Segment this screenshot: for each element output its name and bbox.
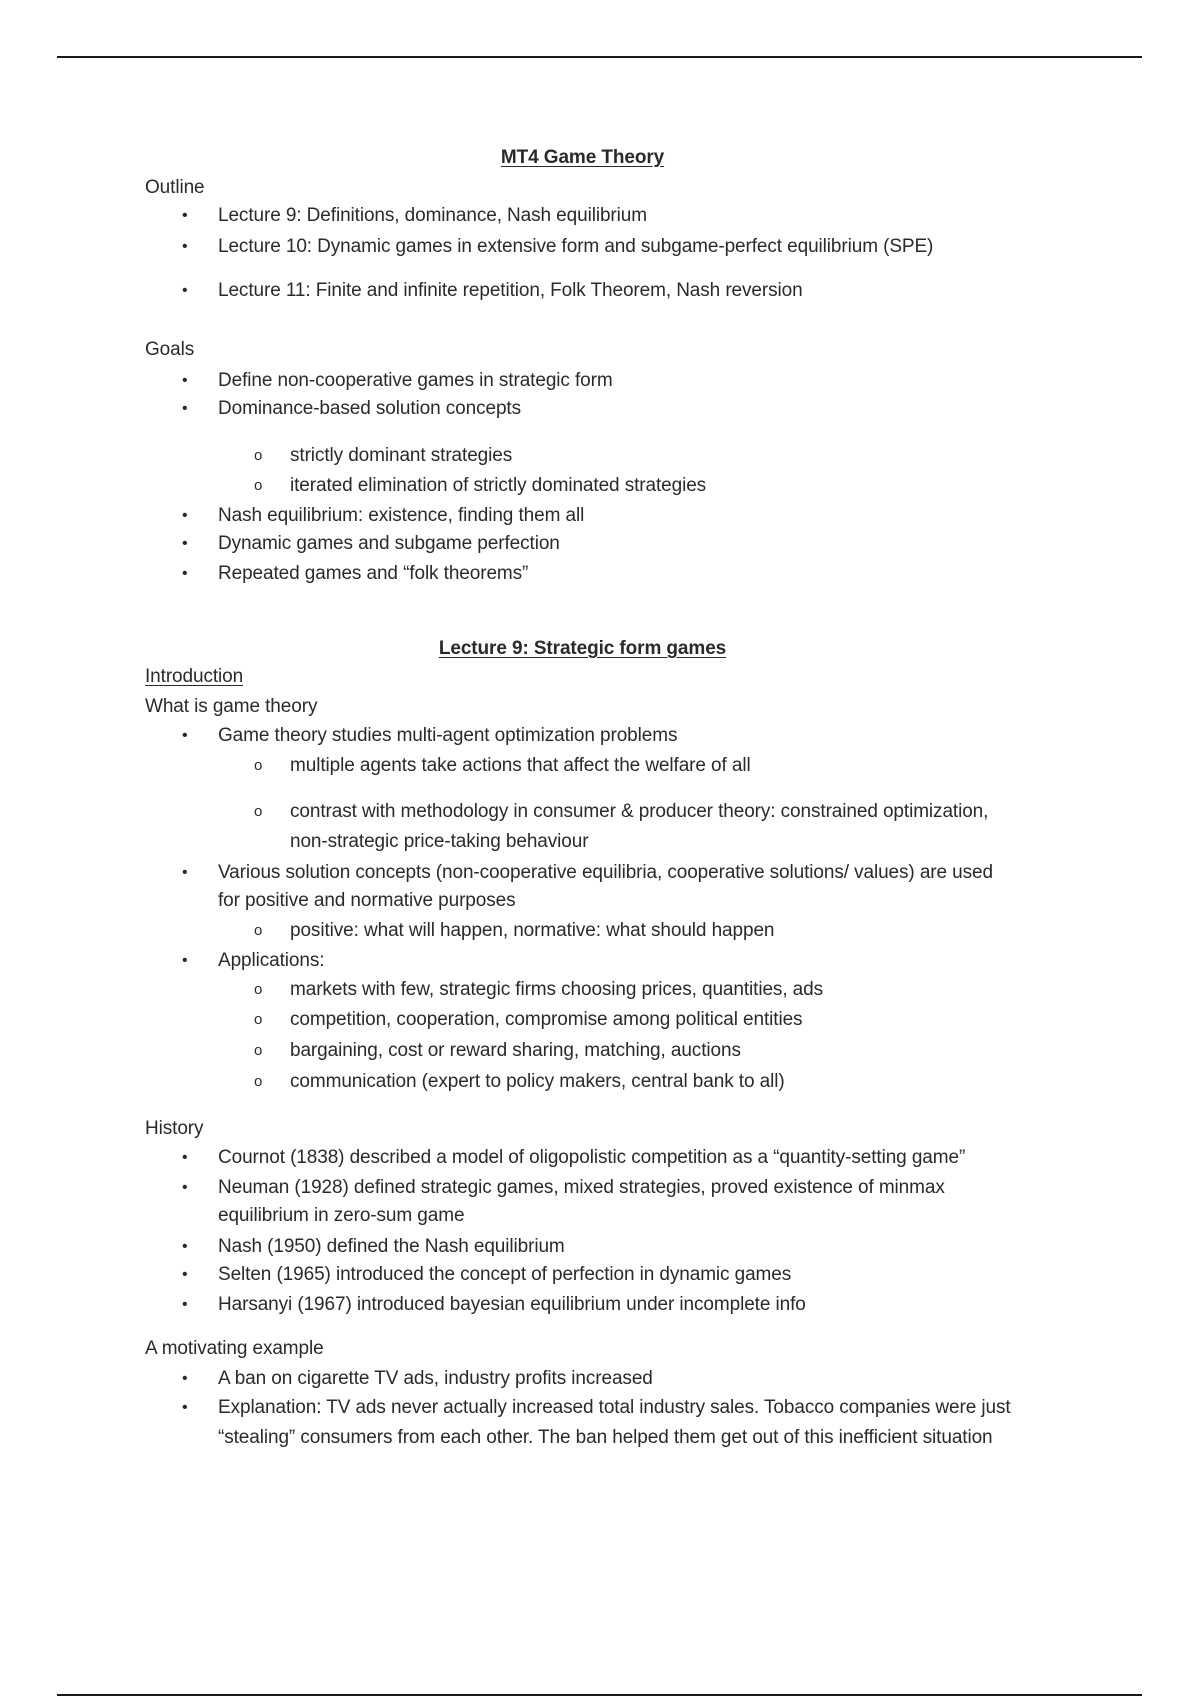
lecture9-subitem: markets with few, strategic firms choosing prices, quantities, ads bbox=[290, 979, 824, 1000]
outline-item: Lecture 9: Definitions, dominance, Nash equilibrium bbox=[218, 205, 647, 226]
bullet-marker: • bbox=[182, 238, 188, 255]
lecture9-subitem: competition, cooperation, compromise among political entities bbox=[290, 1009, 803, 1030]
history-item: Nash (1950) defined the Nash equilibrium bbox=[218, 1236, 565, 1257]
outline-item: Lecture 11: Finite and infinite repetition, Folk Theorem, Nash reversion bbox=[218, 280, 803, 301]
bullet-marker: • bbox=[182, 282, 188, 299]
motivating-example-heading: A motivating example bbox=[145, 1338, 324, 1359]
goals-item: Dynamic games and subgame perfection bbox=[218, 533, 560, 554]
lecture9-subitem: multiple agents take actions that affect the welfare of all bbox=[290, 755, 751, 776]
motivating-item: Explanation: TV ads never actually increased total industry sales. Tobacco companies were just bbox=[218, 1397, 1011, 1418]
circle-marker: o bbox=[254, 1073, 263, 1090]
lecture9-item-continuation: for positive and normative purposes bbox=[218, 890, 516, 911]
circle-marker: o bbox=[254, 1042, 263, 1059]
history-item: Cournot (1838) described a model of oligopolistic competition as a “quantity-setting game” bbox=[218, 1147, 966, 1168]
goals-item: Nash equilibrium: existence, finding them all bbox=[218, 505, 585, 526]
circle-marker: o bbox=[254, 757, 263, 774]
bottom-rule bbox=[57, 1694, 1142, 1696]
bullet-marker: • bbox=[182, 727, 188, 744]
what-is-game-theory-heading: What is game theory bbox=[145, 696, 318, 717]
motivating-item-continuation: “stealing” consumers from each other. The ban helped them get out of this inefficient situation bbox=[218, 1427, 993, 1448]
bullet-marker: • bbox=[182, 1370, 188, 1387]
bullet-marker: • bbox=[182, 507, 188, 524]
bullet-marker: • bbox=[182, 1399, 188, 1416]
goals-item: Dominance-based solution concepts bbox=[218, 398, 521, 419]
bullet-marker: • bbox=[182, 952, 188, 969]
document-title: MT4 Game Theory bbox=[500, 147, 665, 168]
goals-item: Repeated games and “folk theorems” bbox=[218, 563, 529, 584]
bullet-marker: • bbox=[182, 400, 188, 417]
history-item: Selten (1965) introduced the concept of perfection in dynamic games bbox=[218, 1264, 792, 1285]
lecture9-subitem: contrast with methodology in consumer & producer theory: constrained optimization, bbox=[290, 801, 989, 822]
circle-marker: o bbox=[254, 922, 263, 939]
bullet-marker: • bbox=[182, 207, 188, 224]
goals-subitem: iterated elimination of strictly dominated strategies bbox=[290, 475, 707, 496]
lecture9-subitem: positive: what will happen, normative: what should happen bbox=[290, 920, 775, 941]
lecture9-title: Lecture 9: Strategic form games bbox=[438, 638, 727, 659]
introduction-heading: Introduction bbox=[145, 666, 244, 687]
goals-item: Define non-cooperative games in strategic form bbox=[218, 370, 613, 391]
lecture9-item: Various solution concepts (non-cooperative equilibria, cooperative solutions/ values) are used bbox=[218, 862, 993, 883]
lecture9-subitem-continuation: non-strategic price-taking behaviour bbox=[290, 831, 589, 852]
circle-marker: o bbox=[254, 803, 263, 820]
outline-item: Lecture 10: Dynamic games in extensive form and subgame-perfect equilibrium (SPE) bbox=[218, 236, 934, 257]
lecture9-subitem: bargaining, cost or reward sharing, matching, auctions bbox=[290, 1040, 741, 1061]
circle-marker: o bbox=[254, 981, 263, 998]
circle-marker: o bbox=[254, 1011, 263, 1028]
bullet-marker: • bbox=[182, 864, 188, 881]
bullet-marker: • bbox=[182, 535, 188, 552]
outline-heading: Outline bbox=[145, 177, 205, 198]
bullet-marker: • bbox=[182, 1266, 188, 1283]
lecture9-item: Game theory studies multi-agent optimization problems bbox=[218, 725, 678, 746]
bullet-marker: • bbox=[182, 372, 188, 389]
bullet-marker: • bbox=[182, 1238, 188, 1255]
motivating-item: A ban on cigarette TV ads, industry profits increased bbox=[218, 1368, 653, 1389]
history-heading: History bbox=[145, 1118, 204, 1139]
history-item: Neuman (1928) defined strategic games, mixed strategies, proved existence of minmax bbox=[218, 1177, 945, 1198]
lecture9-subitem: communication (expert to policy makers, central bank to all) bbox=[290, 1071, 785, 1092]
circle-marker: o bbox=[254, 477, 263, 494]
bullet-marker: • bbox=[182, 1149, 188, 1166]
goals-subitem: strictly dominant strategies bbox=[290, 445, 513, 466]
bullet-marker: • bbox=[182, 1296, 188, 1313]
circle-marker: o bbox=[254, 447, 263, 464]
goals-heading: Goals bbox=[145, 339, 195, 360]
history-item-continuation: equilibrium in zero-sum game bbox=[218, 1205, 465, 1226]
bullet-marker: • bbox=[182, 1179, 188, 1196]
bullet-marker: • bbox=[182, 565, 188, 582]
lecture9-item: Applications: bbox=[218, 950, 325, 971]
history-item: Harsanyi (1967) introduced bayesian equilibrium under incomplete info bbox=[218, 1294, 806, 1315]
top-rule bbox=[57, 56, 1142, 58]
